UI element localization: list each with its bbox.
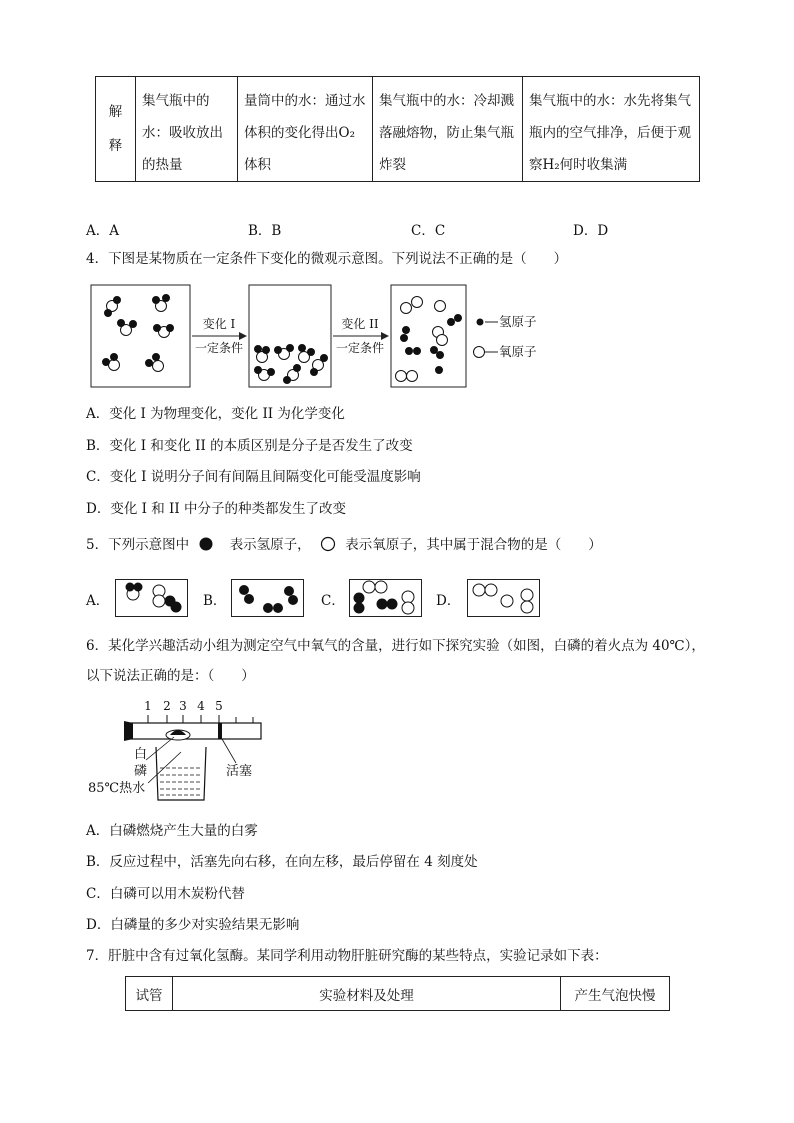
q7-header-tube: 试管 <box>126 977 173 1011</box>
scale-2: 2 <box>163 699 171 713</box>
q3-option-a[interactable]: A．A <box>86 223 119 239</box>
oxygen-legend-icon <box>474 347 485 358</box>
q3-cell: 集气瓶中的水：吸收放出的热量 <box>136 77 238 182</box>
q5-stem-part3: 表示氧原子，其中属于混合物的是（ ） <box>345 537 602 553</box>
q4-option-d[interactable]: D．变化 I 和 II 中分子的种类都发生了改变 <box>86 501 346 517</box>
q3-cell: 集气瓶中的水：冷却溅落融熔物，防止集气瓶炸裂 <box>373 77 523 182</box>
scale-4: 4 <box>197 699 205 713</box>
q6-option-d[interactable]: D．白磷量的多少对实验结果无影响 <box>86 917 300 933</box>
q6-stem-line2: 以下说法正确的是：（ ） <box>86 668 255 684</box>
q3-option-c[interactable]: C．C <box>411 223 446 239</box>
label-white-phosphorus-1: 白 <box>134 747 148 762</box>
q4-option-a[interactable]: A．变化 I 为物理变化，变化 II 为化学变化 <box>86 406 345 422</box>
q7-header-bubbles: 产生气泡快慢 <box>561 977 670 1011</box>
q5-option-c-label[interactable]: C． <box>321 593 345 609</box>
q6-stem-line1: 6．某化学兴趣活动小组为测定空气中氧气的含量，进行如下探究实验（如图，白磷的着火点为 40℃）， <box>86 638 705 654</box>
q4-stem: 4．下图是某物质在一定条件下变化的微观示意图。下列说法不正确的是（ ） <box>86 251 568 267</box>
q3-cell: 集气瓶中的水：水先将集气瓶内的空气排净，后便于观察H₂何时收集满 <box>523 77 700 182</box>
q5-stem-part2: 表示氢原子， <box>229 537 311 553</box>
q7-header-material: 实验材料及处理 <box>173 977 561 1011</box>
q5-option-d-diagram[interactable] <box>467 579 540 617</box>
q5-option-a-label[interactable]: A． <box>86 593 110 609</box>
scale-3: 3 <box>179 699 187 713</box>
q7-stem: 7．肝脏中含有过氧化氢酶。某同学利用动物肝脏研究酶的某些特点，实验记录如下表： <box>86 948 608 964</box>
q5-option-b-diagram[interactable] <box>231 579 304 617</box>
q4-option-c[interactable]: C．变化 I 说明分子间有间隔且间隔变化可能受温度影响 <box>86 469 421 485</box>
scale-5: 5 <box>215 699 223 713</box>
hydrogen-atom-icon <box>193 536 219 552</box>
q3-option-d[interactable]: D．D <box>573 223 609 239</box>
q5-option-d-label[interactable]: D． <box>436 593 461 609</box>
q7-experiment-table <box>125 976 670 1011</box>
q3-option-b[interactable]: B．B <box>248 223 282 239</box>
q6-option-c[interactable]: C．白磷可以用木炭粉代替 <box>86 886 245 902</box>
arrow-2-top-label: 变化 II <box>341 317 379 331</box>
oxygen-atom-icon <box>315 536 341 552</box>
q5-option-a-diagram[interactable] <box>115 579 188 617</box>
arrow-2-bottom-label: 一定条件 <box>335 341 385 355</box>
q5-stem <box>86 536 602 554</box>
q3-table-header: 解释 <box>96 77 136 182</box>
q6-option-a[interactable]: A．白磷燃烧产生大量的白雾 <box>86 823 258 839</box>
q6-option-b[interactable]: B．反应过程中，活塞先向右移，在向左移，最后停留在 4 刻度处 <box>86 854 478 870</box>
q6-apparatus-diagram <box>86 695 286 805</box>
q4-molecule-diagram <box>86 280 556 392</box>
arrow-1-top-label: 变化 I <box>202 317 236 331</box>
q3-cell: 量筒中的水：通过水体积的变化得出O₂体积 <box>238 77 373 182</box>
q4-option-b[interactable]: B．变化 I 和变化 II 的本质区别是分子是否发生了改变 <box>86 438 413 454</box>
q3-explanation-table <box>95 76 700 182</box>
state-1-box <box>91 285 190 387</box>
arrow-1-bottom-label: 一定条件 <box>194 341 244 355</box>
q5-stem-part1: 5．下列示意图中 <box>86 537 190 553</box>
q5-option-b-label[interactable]: B． <box>203 593 227 609</box>
label-hot-water: 85℃热水 <box>88 781 146 796</box>
label-white-phosphorus-2: 磷 <box>134 764 148 779</box>
hydrogen-legend-icon <box>477 319 484 326</box>
label-piston: 活塞 <box>226 764 253 779</box>
legend-oxygen-label: 氧原子 <box>499 344 537 359</box>
q5-option-c-diagram[interactable] <box>349 579 422 617</box>
scale-1: 1 <box>144 699 152 713</box>
legend-hydrogen-label: 氢原子 <box>499 314 537 329</box>
